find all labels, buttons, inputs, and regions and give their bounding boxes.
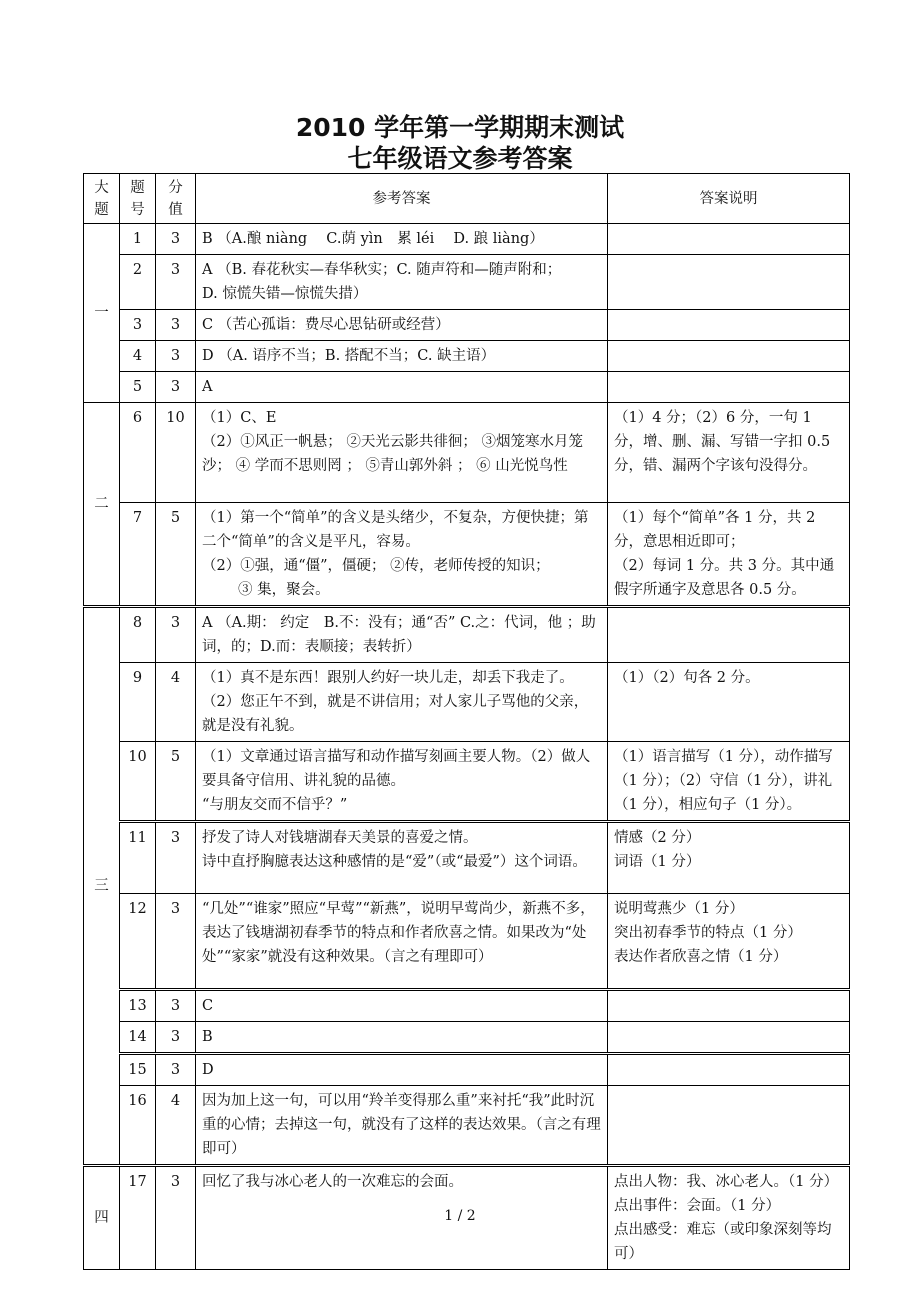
question-number: 9 xyxy=(120,663,156,742)
score-value: 5 xyxy=(156,503,196,607)
answer-line: （2）①强，通“僵”，僵硬； ②传，老师传授的知识； xyxy=(202,558,550,574)
score-value: 5 xyxy=(156,742,196,822)
table-row xyxy=(84,224,850,255)
note-cell xyxy=(608,1086,850,1166)
answer-line: C （苦心孤诣：费尽心思钻研或经营） xyxy=(202,317,450,333)
answer-line: 因为加上这一句，可以用“羚羊变得那么重”来衬托“我”此时沉重的心情；去掉这一句，就没有了这样的表达效果。（言之有理即可） xyxy=(202,1093,601,1157)
answer-line: A （B. 春花秋实—春华秋实；C. 随声符和—随声附和； xyxy=(202,262,562,278)
table-row xyxy=(84,403,850,503)
note-cell xyxy=(608,1022,850,1054)
note-line: （1）（2）句各 2 分。 xyxy=(614,670,760,686)
question-number: 11 xyxy=(120,822,156,894)
answer-line: （2）①风正一帆悬； ②天光云影共徘徊； ③烟笼寒水月笼沙； ④ 学而不思则罔 ； ⑤青山郭外斜 ； ⑥ 山光悦鸟性 xyxy=(202,434,583,474)
section-label: 二 xyxy=(84,403,120,607)
answer-line: D （A. 语序不当；B. 搭配不当；C. 缺主语） xyxy=(202,348,496,364)
section-label: 三 xyxy=(84,607,120,1166)
section-label: 一 xyxy=(84,224,120,403)
table-row xyxy=(84,822,850,894)
score-value: 3 xyxy=(156,224,196,255)
note-cell xyxy=(608,990,850,1022)
note-line: 点出人物：我、冰心老人。（1 分） xyxy=(614,1174,839,1190)
header-score: 分 值 xyxy=(156,174,196,224)
answer-line: A （A.期： 约定 B.不：没有；通“否” C.之：代词，他 ；助词，的；D.而：表顺接；表转折） xyxy=(202,615,596,655)
question-number: 8 xyxy=(120,607,156,663)
note-cell xyxy=(608,255,850,310)
table-row xyxy=(84,1022,850,1054)
answer-cell xyxy=(196,1022,608,1054)
answer-cell xyxy=(196,1054,608,1086)
header-question: 题 号 xyxy=(120,174,156,224)
note-cell xyxy=(608,372,850,403)
answer-line: 回忆了我与冰心老人的一次难忘的会面。 xyxy=(202,1174,463,1190)
question-number: 5 xyxy=(120,372,156,403)
note-line: 突出初春季节的特点（1 分） xyxy=(614,925,802,941)
answer-line: （1）C、E xyxy=(202,410,277,426)
table-row xyxy=(84,341,850,372)
note-cell xyxy=(608,1054,850,1086)
answer-cell xyxy=(196,224,608,255)
score-value: 3 xyxy=(156,607,196,663)
note-cell xyxy=(608,341,850,372)
question-number: 14 xyxy=(120,1022,156,1054)
answer-cell xyxy=(196,822,608,894)
answer-line: （2）您正午不到，就是不讲信用；对人家儿子骂他的父亲，就是没有礼貌。 xyxy=(202,694,589,734)
question-number: 10 xyxy=(120,742,156,822)
note-line: 表达作者欣喜之情（1 分） xyxy=(614,949,788,965)
section-label: 四 xyxy=(84,1166,120,1270)
answer-cell xyxy=(196,310,608,341)
answer-cell xyxy=(196,894,608,990)
table-row xyxy=(84,990,850,1022)
question-number: 17 xyxy=(120,1166,156,1270)
note-cell xyxy=(608,403,850,503)
answer-line: B xyxy=(202,1029,213,1045)
page-title: 2010 学年第一学期期末测试 xyxy=(295,113,625,142)
answer-cell xyxy=(196,990,608,1022)
note-cell xyxy=(608,310,850,341)
table-row xyxy=(84,1086,850,1166)
table-row xyxy=(84,372,850,403)
answer-table xyxy=(83,173,850,1270)
question-number: 15 xyxy=(120,1054,156,1086)
score-value: 3 xyxy=(156,990,196,1022)
note-line: （1）语言描写（1 分），动作描写（1 分）；（2）守信（1 分），讲礼（1 分），相应句子（1 分）。 xyxy=(614,749,833,813)
question-number: 1 xyxy=(120,224,156,255)
question-number: 2 xyxy=(120,255,156,310)
question-number: 13 xyxy=(120,990,156,1022)
note-cell xyxy=(608,607,850,663)
answer-line: ③ 集，聚会。 xyxy=(238,582,330,598)
score-value: 3 xyxy=(156,822,196,894)
question-number: 16 xyxy=(120,1086,156,1166)
note-cell xyxy=(608,503,850,607)
note-line: 词语（1 分） xyxy=(614,854,701,870)
note-cell xyxy=(608,224,850,255)
note-line: 点出感受：难忘（或印象深刻等均可） xyxy=(614,1222,832,1262)
answer-cell xyxy=(196,663,608,742)
answer-cell xyxy=(196,255,608,310)
note-cell xyxy=(608,663,850,742)
table-row xyxy=(84,503,850,607)
note-line: （1）每个“简单”各 1 分，共 2 分，意思相近即可； xyxy=(614,510,816,550)
answer-line: D xyxy=(202,1062,214,1078)
note-line: （1）4 分；（2）6 分，一句 1 分，增、删、漏、写错一字扣 0.5 分，错、漏两个字该句没得分。 xyxy=(614,410,831,474)
question-number: 6 xyxy=(120,403,156,503)
answer-line: “几处”“谁家”照应“早莺”“新燕”，说明早莺尚少，新燕不多，表达了钱塘湖初春季节的特点和作者欣喜之情。如果改为“处处”“家家”就没有这种效果。（言之有理即可） xyxy=(202,901,595,965)
page-subtitle: 七年级语文参考答案 xyxy=(347,144,573,173)
answer-cell xyxy=(196,372,608,403)
note-cell xyxy=(608,742,850,822)
note-cell xyxy=(608,894,850,990)
answer-line: A xyxy=(202,379,213,395)
score-value: 3 xyxy=(156,310,196,341)
score-value: 3 xyxy=(156,255,196,310)
answer-line: D. 惊慌失错—惊慌失措） xyxy=(202,286,368,302)
note-line: 说明莺燕少（1 分） xyxy=(614,901,744,917)
answer-line: 抒发了诗人对钱塘湖春天美景的喜爱之情。 xyxy=(202,830,478,846)
note-line: 情感（2 分） xyxy=(614,830,701,846)
answer-cell xyxy=(196,503,608,607)
answer-cell xyxy=(196,607,608,663)
header-note: 答案说明 xyxy=(608,174,850,224)
answer-line: 诗中直抒胸臆表达这种感情的是“爱”（或“最爱”）这个词语。 xyxy=(202,854,587,870)
note-line: 点出事件：会面。（1 分） xyxy=(614,1198,781,1214)
question-number: 7 xyxy=(120,503,156,607)
answer-line: B （A.酿 niàng C.荫 yìn 累 léi D. 踉 liàng） xyxy=(202,231,544,247)
score-value: 3 xyxy=(156,1166,196,1270)
answer-line: （1）文章通过语言描写和动作描写刻画主要人物。（2）做人要具备守信用、讲礼貌的品德。 xyxy=(202,749,591,789)
score-value: 10 xyxy=(156,403,196,503)
score-value: 4 xyxy=(156,1086,196,1166)
header-answer: 参考答案 xyxy=(196,174,608,224)
table-row xyxy=(84,310,850,341)
answer-line: （1）真不是东西！跟别人约好一块儿走，却丢下我走了。 xyxy=(202,670,574,686)
answer-cell xyxy=(196,341,608,372)
question-number: 3 xyxy=(120,310,156,341)
note-line: （2）每词 1 分。共 3 分。其中通假字所通字及意思各 0.5 分。 xyxy=(614,558,835,598)
answer-cell xyxy=(196,1086,608,1166)
answer-line: （1）第一个“简单”的含义是头绪少，不复杂，方便快捷；第二个“简单”的含义是平凡，容易。 xyxy=(202,510,589,550)
table-row xyxy=(84,894,850,990)
score-value: 3 xyxy=(156,1022,196,1054)
table-row xyxy=(84,663,850,742)
table-row xyxy=(84,742,850,822)
question-number: 4 xyxy=(120,341,156,372)
answer-line: “与朋友交而不信乎？” xyxy=(202,797,348,813)
score-value: 3 xyxy=(156,372,196,403)
question-number: 12 xyxy=(120,894,156,990)
answer-cell xyxy=(196,742,608,822)
table-row xyxy=(84,607,850,663)
page-number: 1 / 2 xyxy=(444,1208,476,1224)
table-row xyxy=(84,255,850,310)
score-value: 3 xyxy=(156,894,196,990)
note-cell xyxy=(608,822,850,894)
answer-cell xyxy=(196,403,608,503)
answer-line: C xyxy=(202,998,214,1014)
table-row xyxy=(84,1054,850,1086)
score-value: 4 xyxy=(156,663,196,742)
header-section: 大 题 xyxy=(84,174,120,224)
score-value: 3 xyxy=(156,1054,196,1086)
score-value: 3 xyxy=(156,341,196,372)
